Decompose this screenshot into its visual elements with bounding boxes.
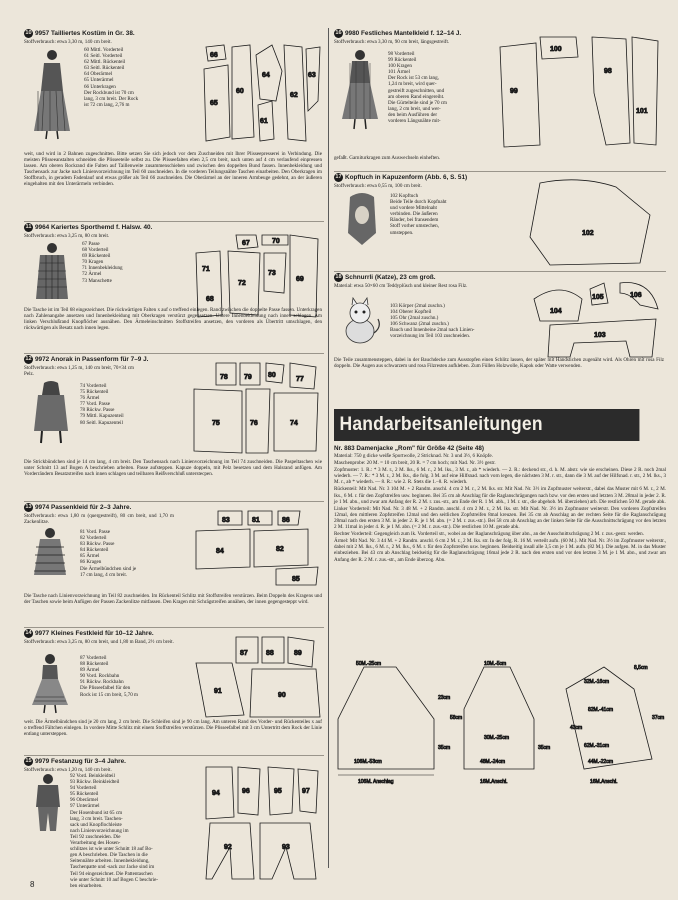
measure-label: 32M.-16cm	[584, 679, 610, 685]
measure-label: 44M.-22cm	[588, 759, 614, 765]
knit-title: Nr. 883 Damenjacke „Rom" für Größe 42 (Seite 48)	[334, 445, 484, 452]
item-title: Kopftuch in Kapuzenform (Abb. 6, S. 51)	[345, 174, 468, 182]
measure-label: 8,5cm	[634, 665, 648, 671]
pattern-pieces-diagram	[520, 177, 660, 269]
item-number: 13	[25, 504, 32, 510]
piece-list: 87 Vorderteil 88 Rückenteil 89 Ärmel 90 Vord. Rockbahn 91 Rückw. Rockbahn Die Plisseefalbel für den Rock ist 15 cm breit, 5,70 m	[80, 655, 139, 698]
item-material: Stoffverbrauch: etwa 0,55 m, 100 cm breit.	[334, 183, 422, 189]
fashion-figure	[30, 381, 72, 448]
item-material: Stoffverbrauch: etwa 1,20 m, 140 cm breit.	[24, 767, 112, 773]
item-body: weit. Die Ärmelbündchen sind je 20 cm lang, 2 cm breit. Die Schleifen sind je 90 cm lang. Am unteren Rand des Vorder- und Rückenteiles x auf o treffend Fältchen einlegen. In vordere Mitte Schlitz mit einem Stoffstreifen verstürzen. Die Plisseefalbel mit 3 cm Untertritt dem Rock der Linie entlang untersteppen.	[24, 719, 322, 738]
item-body: Die Tasche ist im Teil 68 eingezeichnet. Die rückwärtigen Falten x auf o treffend einlegen. Rand zwischen die doppelte Passe fassen. Unterkragen nach Zahlenangabe ansetzen und Innenbekleidung mit Oberkragen verstürzt gegensetzen. Untere Innenbekleidung nach innen schlagen. Am linken Verschlußrand Knopflöcher ausnähen. Den Ärmeleinschnitten Stoffstreifen ansetzen, den vorderen als Übertritt umschlagen, den rückwärtigen als Besatz nach innen legen.	[24, 307, 322, 332]
measure-label: 10M.-5cm	[484, 661, 507, 667]
item-title: 9980 Festliches Mantelkleid f. 12–14 J.	[345, 30, 462, 38]
item-material: Material: etwa 50×60 cm Teddyplüsch und kleiner Rest rosa Filz.	[334, 283, 468, 289]
item-body: Die Teile zusammensteppen, dabei in der Bauchdecke zum Ausstopfen einen Schlitz lassen, der später mit Handstichen zugenäht wird. Als Ohren mit rosa Filz doppeln. Die Augen aus schwarzem und rosa Filzresten aufkleben. Zum Füllen Holzwolle, Kapok oder Watte verwenden.	[334, 357, 664, 370]
pattern-item-14	[24, 629, 324, 756]
piece-list: 60 Mittl. Vorderteil 61 Seitl. Vorderteil 62 Mittl. Rückenteil 63 Seitl. Rückenteil 64 Oberärmel 65 Unterärmel 66 Unterkragen Der Rockbund ist 70 cm lang, 3 cm breit. Der Rock ist 72 cm lang, 2,76 m	[84, 47, 139, 108]
section-banner: Handarbeitsanleitungen	[334, 409, 639, 441]
knit-schematic	[334, 659, 666, 789]
item-body: weit, und wird in 2 Bahnen zugeschnitten. Bitte setzen Sie sich jedoch vor dem Zuschneiden mit Ihrer Plisseepresserei in Verbindung. Die meisten Plisseeanstalten schneiden die Plisseeteile selbst zu. Die Plisseefalten eben 2,5 cm breit, nach unten auf 4 cm verlaufend einpressen lassen. Am oberen Rockrand die Falten auf Taillenweite zusammenschieben und zwischen den doppelten Bund fassen. Innenbekleidung und Taschensack zur Jacke nach Linienvorzeichnung im Teil 60 zuschneiden. In die vorderen Teilungsnähte Taschen einarbeiten. Den Oberkragen im Stoffbruch, in geradem Fadenlauf und etwas größer als Teil 66 zuschneiden. Die Oberärmel an der inneren Armbeuge gedehnt, an der äußeren eingehalten mit den Unterärmeln verbinden.	[24, 151, 322, 188]
item-material: Stoffverbrauch: etwa 3,30 m, 90 cm breit, längsgestreift.	[334, 39, 450, 45]
piece-label: 99	[510, 88, 518, 95]
item-body: Die Tasche nach Linienvorzeichnung im Teil 82 zuschneiden. Im Rückenteil Schlitz mit Stoffstreifen verstürzen. Beim Doppeln des Kragens und der Taschen sowie beim Anfügen der Passen Zackenlitze mitfassen. Den Kragen mit Schrägstreifen annähen, der innen gegengesteppt wird.	[24, 593, 322, 606]
piece-label: 64	[262, 72, 270, 79]
piece-label: 67	[242, 240, 250, 247]
piece-label: 81	[252, 517, 260, 524]
item-body: gefaßt. Garniturkragen zum Auswechseln einheften.	[334, 155, 441, 161]
piece-label: 61	[260, 118, 268, 125]
item-title: 9974 Passenkleid für 2–3 Jahre.	[35, 504, 132, 512]
piece-label: 101	[636, 108, 648, 115]
piece-label: 60	[236, 88, 244, 95]
item-title: 9979 Festanzug für 3–4 Jahre.	[35, 758, 126, 766]
piece-label: 92	[224, 844, 232, 851]
pattern-item-16	[334, 29, 666, 172]
measure-label: 37cm	[652, 715, 665, 721]
piece-label: 69	[296, 276, 304, 283]
piece-label: 82	[276, 546, 284, 553]
piece-label: 65	[210, 100, 218, 107]
item-title: 9972 Anorak in Passenform für 7–9 J.	[35, 356, 149, 364]
piece-label: 72	[238, 280, 246, 287]
measure-label: 48M.-24cm	[480, 759, 506, 765]
measure-label: 35cm	[438, 745, 451, 751]
item-material: Stoffverbrauch: etwa 3,25 m, 80 cm breit, und 1,80 m Band, 2½ cm breit.	[24, 639, 174, 645]
pattern-pieces-diagram	[202, 41, 322, 149]
pattern-pieces-diagram	[192, 507, 322, 587]
measure-label: 50M.-25cm	[356, 661, 382, 667]
pattern-pieces-diagram	[530, 279, 664, 359]
piece-label: 76	[250, 420, 258, 427]
measure-label: 43cm	[570, 725, 583, 731]
piece-label: 95	[274, 788, 282, 795]
fashion-figure	[28, 773, 68, 842]
piece-label: 90	[278, 692, 286, 699]
piece-list: 81 Vord. Passe 82 Vorderteil 83 Rückw. Passe 84 Rückenteil 85 Ärmel 86 Kragen Die Ärmelbündchen sind je 17 cm lang, 4 cm breit.	[80, 529, 137, 578]
measure-label: 58cm	[450, 715, 463, 721]
item-title: 9957 Tailliertes Kostüm in Gr. 38.	[35, 30, 135, 38]
piece-label: 100	[550, 46, 562, 53]
item-title: 9977 Kleines Festkleid für 10–12 Jahre.	[35, 630, 154, 638]
item-number: 12	[25, 356, 32, 362]
pattern-pieces-diagram	[202, 763, 322, 881]
measure-label: 62M.-31cm	[584, 743, 610, 749]
measure-label: 23cm	[438, 695, 451, 701]
fashion-figure	[30, 47, 74, 144]
knit-paragraph: Ärmel: Mit Nad. Nr. 3 44 M. + 2 Randm. anschl. 6 cm 2 M. r., 2 M. lks. str. In der folg. R. 16 M. verteilt aufn. (60 M.). Mit Nad. Nr. 3½ im Zopfmuster weiterstr., dabei mit 2 M. lks., 6 M. r., 2 M. lks., 6 M. r. für den Zopfstreifen usw. beginnen. Beidseitig insall alle 3,5 cm je 1 M. aufn. (82 M.). Die aufgen. M. in das Muster einbeziehen. Bei 43 cm ab Anschlag beidseitig für die Raglanschrägung 16mal jede 2 R. nach den ersten und vor den letzten 3 M. je 1 M. abn., und zwar am Anfang der R. 2 M. r. zus.-str., am Ende überzog. Abn.	[334, 538, 666, 563]
piece-label: 96	[242, 788, 250, 795]
piece-label: 97	[302, 788, 310, 795]
measure-label: 16M.Anschl.	[480, 779, 508, 785]
pattern-pieces-diagram	[192, 231, 322, 319]
cat-toy-figure	[340, 297, 384, 352]
piece-label: 103	[594, 332, 606, 339]
piece-label: 73	[268, 270, 276, 277]
item-number: 10	[25, 30, 32, 36]
piece-label: 94	[212, 790, 220, 797]
piece-label: 77	[296, 376, 304, 383]
piece-label: 85	[292, 576, 300, 583]
fashion-figure	[30, 653, 70, 718]
item-title: 9964 Kariertes Sporthemd f. Halsw. 40.	[35, 224, 153, 232]
item-body: Die Strickbündchen sind je 14 cm lang, 4 cm breit. Den Taschensack nach Linienvorzeichnung im Teil 74 zuschneiden. Die Paspeltaschen wie unter Schnitt 13 auf Bogen A beschrieben arbeiten. Passe aufsteppen. Kapuze doppeln, mit Pelz besetzen und dem Halsrand anfügen. Am Vorderrändern Besatzstreifen nach innen schlagen und teilbaren Reißverschluß unterstecpen.	[24, 459, 322, 478]
measure-label: 35cm	[538, 745, 551, 751]
piece-label: 105	[592, 294, 604, 301]
piece-label: 78	[220, 374, 228, 381]
piece-label: 104	[550, 308, 562, 315]
piece-label: 88	[266, 650, 274, 657]
pattern-item-15	[24, 757, 324, 889]
pattern-item-18	[334, 273, 666, 403]
item-material: Stoffverbrauch: etwa 3,25 m, 80 cm breit.	[24, 233, 110, 239]
pattern-item-17	[334, 173, 666, 272]
piece-label: 98	[604, 68, 612, 75]
knit-paragraph: Rechter Vorderteil: Gegengleich zum lk. Vorderteil str., wobei an der Raglanschrägung über abn., an der Ausschnittschrägung 2 M. r. zus.-gestr. werden.	[334, 531, 644, 538]
piece-label: 68	[206, 296, 214, 303]
fashion-figure	[30, 241, 74, 308]
item-number: 17	[335, 174, 342, 180]
piece-label: 70	[272, 238, 280, 245]
measure-label: 106M.-53cm	[354, 759, 382, 765]
piece-label: 63	[308, 72, 316, 79]
piece-label: 93	[282, 844, 290, 851]
pattern-item-11	[24, 223, 324, 354]
item-material: Stoffverbrauch: etwa 1,25 m, 140 cm breit, 70×34 cm Pelz.	[24, 365, 134, 378]
piece-label: 84	[216, 548, 224, 555]
pattern-pieces-diagram	[192, 633, 322, 719]
knit-paragraph: Linker Vorderteil: Mit Nad. Nr. 3 48 M. + 2 Randm. anschl. 4 cm 2 M. r., 2 M. lks. str. Mit Nad. Nr. 3½ im Zopfmuster weiterstr. Den vorderen Zopfstreifen 12mal, den mittleren Zopfstreifen 12mal und den seitlichen Zopfstreifen 8mal kreuzen. Bei 35 cm ab Anschlag an der rechten Seite für die Raglanschrägung 28mal nach den ersten 3 M. in jeder 2. R. je 1 M. abn. (= 2 M. r. zus.-str.). Bei 58 cm ab Anschlag an der linken Seite für die Ausschnittschrägung vor den letzten 2 M. 11mal in jeder 4. R. je 1 M. abn. (= 2 M. r. zus.-str.). Die restlichen 10 M. gerade abk.	[334, 505, 666, 531]
left-column	[24, 28, 324, 889]
piece-label: 91	[214, 688, 222, 695]
right-column	[334, 28, 666, 876]
piece-label: 62	[290, 92, 298, 99]
piece-label: 74	[290, 420, 298, 427]
piece-label: 79	[244, 374, 252, 381]
item-material: Stoffverbrauch: etwa 3,30 m, 140 cm breit.	[24, 39, 112, 45]
pattern-pieces-diagram	[190, 359, 322, 455]
item-number: 18	[335, 274, 342, 280]
fashion-figure	[342, 193, 382, 252]
piece-list: 92 Vord. Beinkleidteil 93 Rückw. Beinkleidteil 94 Vorderteil 95 Rückenteil 96 Oberärmel 97 Unterärmel Der Hosenbund ist 65 cm lang, 3 cm breit. Taschen- sack und Knopflochleiste nach Linienvorzeichnung im Teil 92 zuschneiden. Die Verarbeitung des Hosen- schlitzes ist wie unter Schnitt 18 auf Bo- gen A beschrieben. Die Taschen in die Seitennähte arbeiten. Innenbekleidung, Taschenpatte und -sack zur Jacke sind im Teil 94 eingezeichnet. Die Pattentaschen wie unter Schnitt 10 auf Bogen C beschrie- ben einarbeiten.	[70, 773, 159, 889]
piece-list: 103 Körper (2mal zuschn.) 104 Oberer Kopfteil 105 Ohr (2mal zuschn.) 106 Schwanz (2mal zuschn.) Bauch und Innenbeine 2mal nach Linien- vorzeichnung im Teil 103 zuschneiden.	[390, 303, 475, 340]
knit-paragraph: Zopfmuster: 1. R.: * 3 M. r., 2 M. lks., 6 M. r., 2 M. lks., 3 M. r., ab * wiederh. — 2. R.: deckend str., d. h. M. abstr. wie sie erscheinen. Diese 2 R. noch 2mal wiederh. — 7. R.: * 3 M. r., 2 M. lks., die folg. 3 M. auf eine Hilfsnad. nach vorn legen, die nächsten 3 M. r. str., dann die 3 M. auf der Hilfsnad. r. str., 2 M. lks., 3 M. r., ab * wiederh. — 8. R.: wie 2. R. Stets die 1.–8. R. wiederh.	[334, 467, 666, 486]
item-title: Schnurrli (Katze), 23 cm groß.	[345, 274, 436, 282]
piece-list: 98 Vorderteil 99 Rückenteil 100 Kragen 101 Ärmel Der Rock ist 53 cm lang, 1,24 m breit, wird quer- gestreift zugeschnitten, und am oberen Rand eingereiht. Die Gürtelteile sind je 70 cm lang, 2 cm breit, und wer- den beim Ausführen der vorderen Längsnähte mit-	[388, 51, 447, 125]
measure-label: 16M.Anschl.	[590, 779, 618, 785]
item-material: Stoffverbrauch: etwa 1,80 m (quergestreift), 80 cm breit, und 1,70 m Zackenlitze.	[24, 513, 174, 526]
piece-list: 74 Vorderteil 75 Rückenteil 76 Ärmel 77 Vord. Passe 78 Rückw. Passe 79 Mittl. Kapuzenteil 80 Seitl. Kapuzenteil	[80, 383, 124, 426]
item-number: 14	[25, 630, 32, 636]
piece-label: 106	[630, 292, 642, 299]
piece-label: 66	[210, 52, 218, 59]
pattern-item-12	[24, 355, 324, 502]
page-number: 8	[30, 880, 35, 889]
fashion-figure	[340, 49, 380, 134]
piece-label: 89	[294, 650, 302, 657]
piece-label: 71	[202, 266, 210, 273]
pattern-pieces-diagram	[496, 33, 662, 151]
column-divider	[328, 28, 329, 868]
piece-label: 80	[268, 372, 276, 379]
knit-paragraph: Rückenteil: Mit Nad. Nr. 3 104 M. + 2 Randm. anschl. 4 cm 2 M. r., 2 M. lks. str. Mit Nad. Nr. 3½ im Zopfmuster weiterstr., dabei das Muster mit 6 M. r., 2 M. lks., 6 M. r. für den Zopfstreifen usw. beginnen. Bei 35 cm ab Anschlag für die Raglanschrägungen nach bzw. vor den ersten und letzten 3 M. 28mal in jeder 2. R. je 1 M. abn., und zwar am Anfang der R. 2 M. r. zus.-str., am Ende der R. 1 M. abh., 1 M. r. str., die abgehob. M. überziehen) arb. Die restlichen 50 M. gerade abk.	[334, 486, 666, 505]
piece-label: 75	[212, 420, 220, 427]
piece-list: 102 Kopftuch Beide Teile durch Kopfnaht und vordere Mittelnaht verbinden. Die äußeren Ränder, bei fransendem Stoff vorher umstechen, umsteppen.	[390, 193, 447, 236]
measure-label: 106M. Anschlag	[358, 779, 394, 785]
knit-paragraph: Maschenprobe: 20 M. = 10 cm breit, 20 R. = 7 cm hoch; mit Nad. Nr. 3½ gestr.	[334, 460, 496, 467]
fashion-figure	[30, 527, 70, 588]
pattern-item-13	[24, 503, 324, 628]
item-number: 15	[25, 758, 32, 764]
piece-list: 67 Passe 68 Vorderteil 69 Rückenteil 70 Kragen 71 Innenbekleidung 72 Ärmel 73 Manschette	[82, 241, 123, 284]
piece-label: 83	[222, 517, 230, 524]
knit-instructions	[334, 445, 666, 655]
piece-label: 86	[282, 517, 290, 524]
knit-paragraph: Material: 750 g dicke weiße Sportwolle, 2 Stricknad. Nr. 3 und 3½, 6 Knöpfe.	[334, 453, 493, 459]
piece-label: 87	[240, 650, 248, 657]
piece-label: 102	[582, 230, 594, 237]
measure-label: 82M.-41cm	[588, 707, 614, 713]
pattern-item-10	[24, 29, 324, 222]
item-number: 11	[25, 224, 32, 230]
measure-label: 30M.-25cm	[484, 735, 510, 741]
item-number: 16	[335, 30, 342, 36]
